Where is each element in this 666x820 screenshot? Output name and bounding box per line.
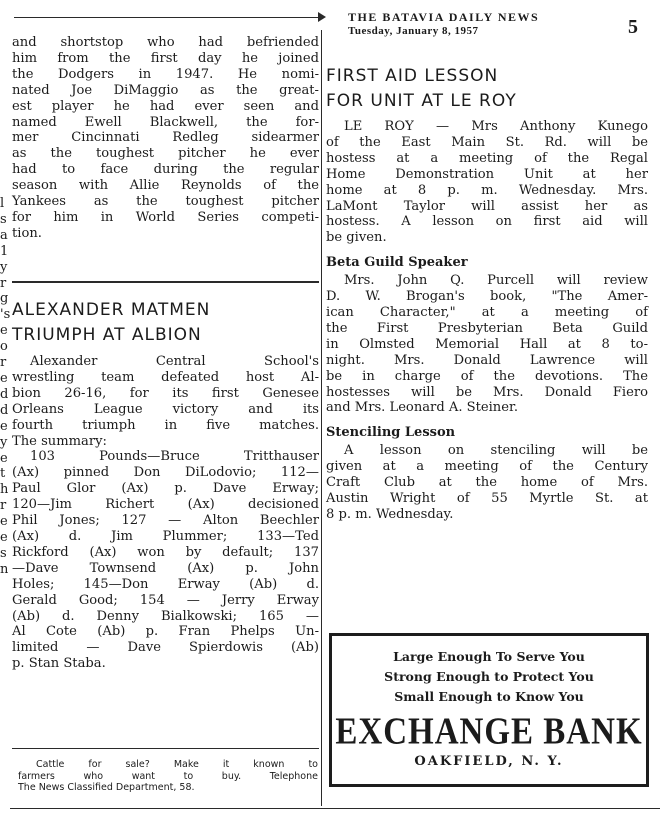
wrestling-text-line: Paul Glor (Ax) p. Dave Erway; [12,481,319,497]
first-aid-headline-line-2: FOR UNIT AT LE ROY [326,91,517,111]
wrestling-headline-line-1: ALEXANDER MATMEN [12,300,211,320]
stenciling-text-line: given at a meeting of the Century [326,459,648,475]
wrestling-text-line: wrestling team defeated host Al- [12,369,319,385]
ad-bank-name: EXCHANGE BANK [335,711,643,753]
edge-fragment: 's [0,307,10,323]
first-aid-text-line: home at 8 p. m. Wednesday. Mrs. [326,182,648,198]
wrestling-text-line: Phil Jones; 127 — Alton Beechler [12,513,319,529]
beta-guild-text-line: in Olmsted Memorial Hall at 8 to- [326,336,648,352]
edge-fragment: r [0,275,7,291]
wrestling-text-line: Orleans League victory and its [12,401,319,417]
edge-fragment: l [0,196,5,211]
sports-text-line: season with Allie Reynolds of the [12,178,319,194]
wrestling-text-line: limited — Dave Spierdowis (Ab) [12,640,319,656]
classified-text-line: Cattle for sale? Make it known to [36,759,318,770]
stenciling-text-line: A lesson on stenciling will be [344,443,648,459]
classified-text-line: farmers who want to buy. Telephone [18,770,318,782]
edge-fragment: h [0,482,9,498]
beta-guild-text-line: night. Mrs. Donald Lawrence will [326,352,648,368]
wrestling-text-line: Holes; 145—Don Erway (Ab) d. [12,576,319,592]
column-rule [321,30,322,806]
sports-text-line: had to face during the regular [12,162,319,178]
beta-guild-text-line: ican Character," at a meeting of [326,304,648,320]
beta-guild-subhead: Beta Guild Speaker [326,255,468,271]
sports-text-line: est player he had ever seen and [12,98,319,114]
edge-fragment: n [0,561,9,577]
stenciling-subhead: Stenciling Lesson [326,425,456,441]
sports-text-line: and shortstop who had befriended [12,35,319,50]
beta-guild-text-line: be in charge of the devotions. The [326,368,648,384]
wrestling-text-line: (Ax) pinned Don DiLodovio; 112— [12,465,319,481]
masthead-date: Tuesday, January 8, 1957 [348,25,479,37]
stenciling-text-line: Craft Club at the home of Mrs. [326,475,648,491]
first-aid-text-line: be given. [326,230,387,246]
edge-fragment: e [0,530,8,546]
first-aid-text-line: LaMont Taylor will assist her as [326,198,648,214]
wrestling-text-line: p. Stan Staba. [12,656,106,672]
edge-fragment: r [0,355,7,371]
beta-guild-text-line: Mrs. John Q. Purcell will review [344,273,648,289]
wrestling-text-line: bion 26-16, for its first Genesee [12,385,319,401]
wrestling-text-line: Rickford (Ax) won by default; 137 [12,544,319,560]
first-aid-text-line: of the East Main St. Rd. will be [326,134,648,150]
wrestling-headline-line-2: TRIUMPH AT ALBION [12,325,202,345]
edge-fragment: e [0,323,8,339]
classified-notice [18,759,318,794]
classified-text-line: The News Classified Department, 58. [18,782,195,793]
wrestling-text-line: 120—Jim Richert (Ax) decisioned [12,497,319,513]
wrestling-text-line: Al Cote (Ab) p. Fran Phelps Un- [12,624,319,640]
edge-fragment: e [0,370,8,386]
stenciling-text-line: 8 p. m. Wednesday. [326,506,454,522]
edge-fragment: y [0,434,8,450]
first-aid-text-line: hostess at a meeting of the Regal [326,150,648,166]
beta-guild-text-line: D. W. Brogan's book, "The Amer- [326,289,648,305]
first-aid-headline-line-1: FIRST AID LESSON [326,66,499,86]
edge-fragment: s [0,545,7,561]
first-aid-text-line: hostess. A lesson on first aid will [326,214,648,230]
wrestling-text-line: (Ax) d. Jim Plummer; 133—Ted [12,528,319,544]
edge-fragment: a [0,227,8,243]
ad-bank-location: OAKFIELD, N. Y. [414,754,564,769]
top-arrow-rule [14,17,320,18]
classified-divider [12,748,319,749]
edge-fragment: e [0,450,8,466]
sports-text-line: nated Joe DiMaggio as the great- [12,82,319,98]
first-aid-text-line: Home Demonstration Unit at her [326,166,648,182]
sports-continued-article [12,35,319,242]
bottom-rule [10,808,660,809]
top-arrow-head [318,12,326,22]
wrestling-text-line: Gerald Good; 154 — Jerry Erway [12,592,319,608]
wrestling-article [12,298,319,672]
sports-text-line: named Ewell Blackwell, the for- [12,114,319,130]
sports-text-line: for him in World Series competi- [12,209,319,225]
sports-text-line: him from the first day he joined [12,50,319,66]
beta-guild-text-line: and Mrs. Leonard A. Steiner. [326,400,518,416]
ad-slogan-2: Strong Enough to Protect You [384,669,594,684]
sports-text-line: Yankees as the toughest pitcher [12,194,319,210]
edge-fragment: y [0,259,8,275]
edge-fragment: 1 [0,243,9,259]
edge-fragment: g [0,291,9,307]
adjacent-column-fragments [0,196,10,578]
left-column-divider [12,281,319,283]
exchange-bank-advertisement [329,633,649,787]
edge-fragment: d [0,386,9,402]
beta-guild-text-line: the First Presbyterian Beta Guild [326,320,648,336]
masthead-paper-name: THE BATAVIA DAILY NEWS [348,10,540,24]
sports-text-line: as the toughest pitcher he ever [12,146,319,162]
stenciling-text-line: Austin Wright of 55 Myrtle St. at [326,490,648,506]
edge-fragment: e [0,514,8,530]
beta-guild-text-line: hostesses will be Mrs. Donald Fiero [326,384,648,400]
wrestling-text-line: —Dave Townsend (Ax) p. John [12,560,319,576]
first-aid-article [326,64,648,523]
wrestling-text-line: fourth triumph in five matches. [12,417,319,433]
wrestling-text-line: Alexander Central School's [30,354,319,369]
edge-fragment: s [0,211,7,227]
ad-slogan-3: Small Enough to Know You [394,689,584,704]
wrestling-text-line: The summary: [12,433,107,449]
ad-slogan-1: Large Enough To Serve You [393,649,585,664]
page-number: 5 [628,16,638,38]
edge-fragment: d [0,402,9,418]
sports-text-line: mer Cincinnati Redleg sidearmer [12,130,319,146]
edge-fragment: e [0,418,8,434]
wrestling-text-line: 103 Pounds—Bruce Tritthauser [30,449,319,465]
edge-fragment: t [0,466,6,482]
sports-text-line: tion. [12,225,42,241]
edge-fragment: r [0,498,7,514]
wrestling-text-line: (Ab) d. Denny Bialkowski; 165 — [12,608,319,624]
sports-text-line: the Dodgers in 1947. He nomi- [12,66,319,82]
first-aid-text-line: LE ROY — Mrs Anthony Kunego [344,119,648,134]
edge-fragment: o [0,339,8,355]
